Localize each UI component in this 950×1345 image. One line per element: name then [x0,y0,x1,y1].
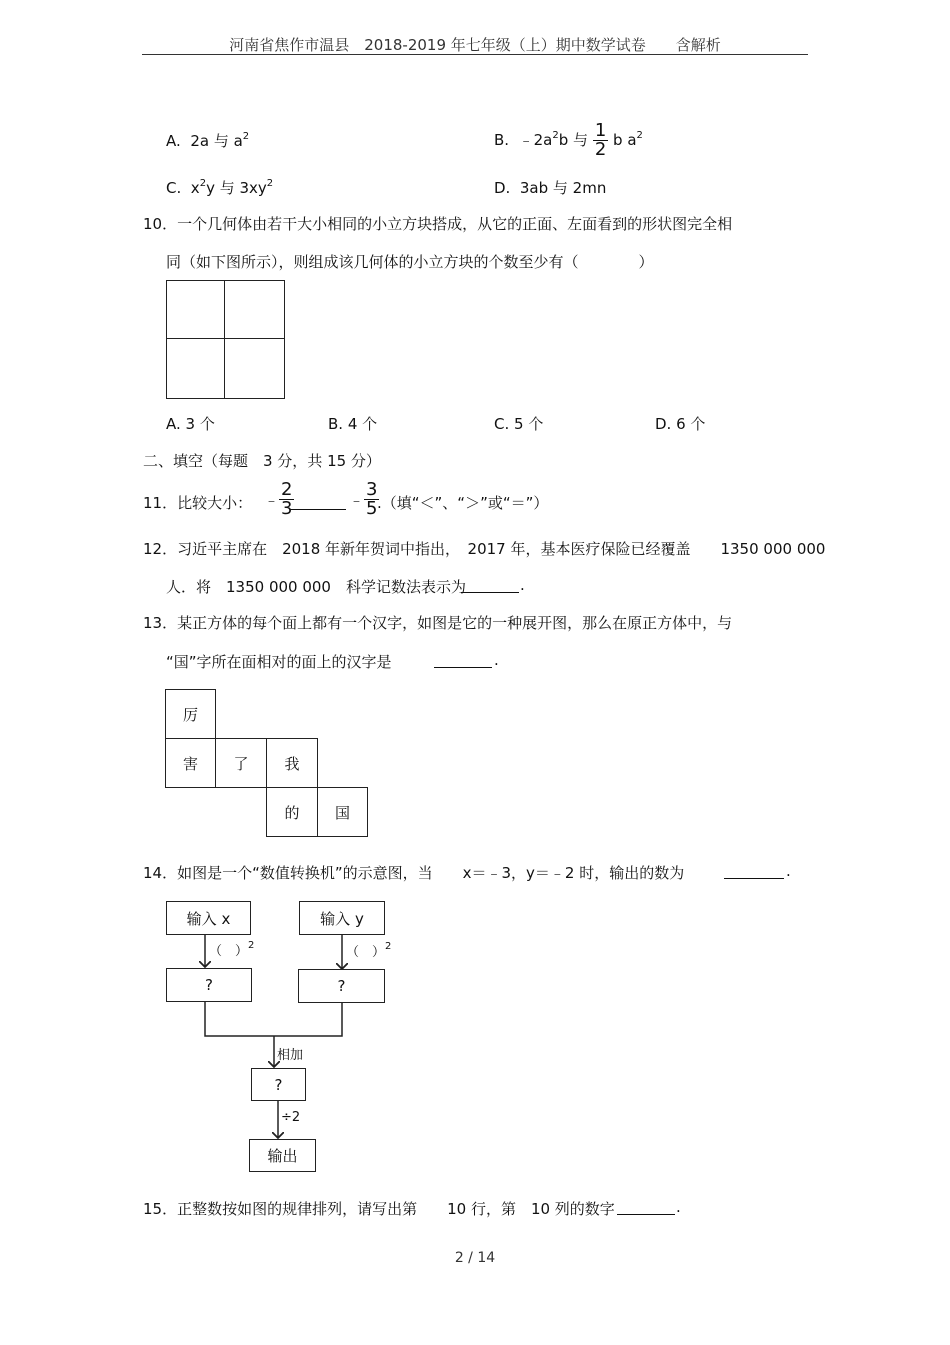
square-op-right: （ ）$^2$ [346,941,392,960]
q10-option-b: B. 4 个 [328,415,378,433]
net-face-6: 国 [317,787,368,837]
q15-answer-blank[interactable] [617,1214,675,1215]
result-x-box: ? [166,968,252,1002]
section-title: 二、填空（每题 3 分，共 15 分） [143,452,381,470]
result-y-box: ? [298,969,385,1003]
q9-b-fraction: $\frac{1}{2}$ [594,120,607,160]
q11-hint: .（填“＜”、“＞”或“＝”） [377,494,549,512]
net-face-5: 的 [266,787,318,837]
net-face-3: 了 [215,738,267,788]
divide-label: ÷2 [281,1110,301,1125]
sum-box: ? [251,1068,306,1101]
q10-option-d: D. 6 个 [655,415,706,433]
q14-period: . [786,862,791,880]
q14-stem: 14．如图是一个“数值转换机”的示意图，当 x＝﹣3，y＝﹣2 时，输出的数为 [143,864,685,882]
q10-option-c: C. 5 个 [494,415,544,433]
input-y-box: 输入 y [299,901,385,935]
q10-stem-line1: 10．一个几何体由若干大小相同的小立方块搭成，从它的正面、左面看到的形状图完全相 [143,215,733,233]
q9-option-a: A. 2a 与 $a^2$ [166,131,250,150]
q10-stem-line2: 同（如下图所示），则组成该几何体的小立方块的个数至少有（ ） [166,253,654,271]
q12-period: . [520,576,525,594]
q13-stem-line2: “国”字所在面相对的面上的汉字是 [166,653,392,671]
net-face-2: 害 [165,738,216,788]
q9-option-d: D. 3ab 与 2mn [494,179,607,197]
q10-option-a: A. 3 个 [166,415,215,433]
page-number: 2 / 14 [454,1250,496,1266]
q15-stem: 15．正整数按如图的规律排列，请写出第 10 行，第 10 列的数字 [143,1200,615,1218]
output-box: 输出 [249,1139,316,1172]
input-x-box: 输入 x [166,901,251,935]
page-header: 河南省焦作市温县 2018-2019 年七年级（上）期中数学试卷 含解析 [229,36,721,54]
q13-stem-line1: 13．某正方体的每个面上都有一个汉字，如图是它的一种展开图，那么在原正方体中，与 [143,614,733,632]
square-op-left: （ ）$^2$ [209,940,255,959]
net-face-1: 厉 [165,689,216,739]
q12-stem-line1: 12．习近平主席在 2018 年新年贺词中指出， 2017 年，基本医疗保险已经覆盖 1350 000 000 [143,540,826,558]
q11-fraction-2: ﹣ $\frac{3}{5}$ [349,479,378,519]
q9-option-b: B. $﹣2a^2b$ 与 $\frac{1}{2}$ b $a^2$ [494,120,643,160]
q13-period: . [494,651,499,669]
q11-label: 11．比较大小： [143,494,253,512]
q11-fraction-1: ﹣ $\frac{2}{3}$ [264,479,293,519]
q12-stem-line2: 人．将 1350 000 000 科学记数法表示为 [166,578,466,596]
net-face-4: 我 [266,738,318,788]
add-label: 相加 [277,1048,304,1063]
q15-period: . [676,1198,681,1216]
q9-option-c: C. $x^2y$ 与 $3xy^2$ [166,178,274,197]
